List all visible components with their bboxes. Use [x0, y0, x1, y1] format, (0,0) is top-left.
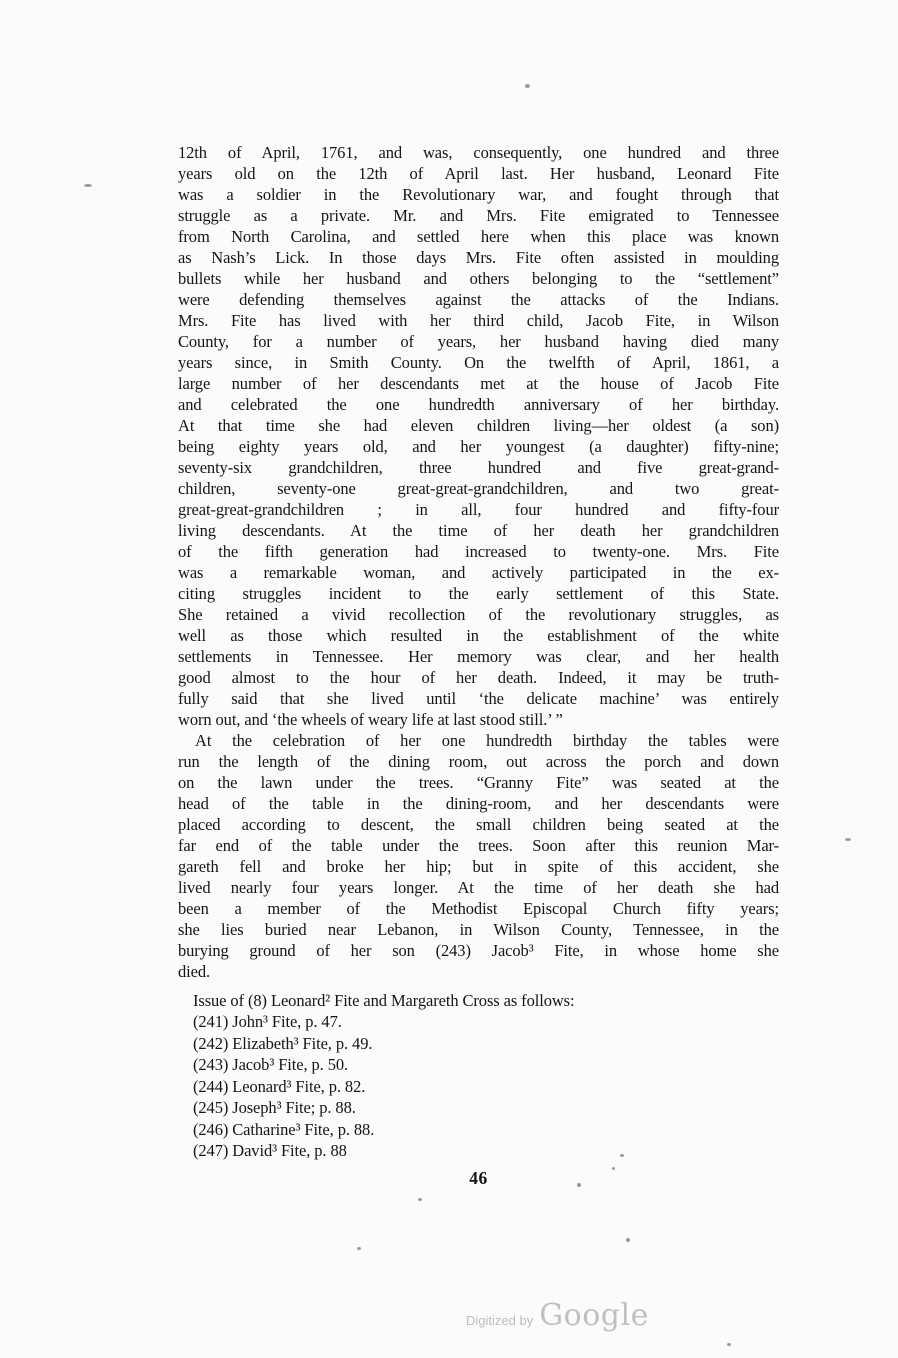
text-line: living descendants. At the time of her death her grandchildren [178, 521, 779, 540]
text-line: bullets while her husband and others belonging to the “settlement” [178, 269, 779, 288]
text-line: good almost to the hour of her death. Indeed, it may be truth- [178, 668, 779, 687]
text-line: head of the table in the dining-room, and her descendants were [178, 794, 779, 813]
text-line: She retained a vivid recollection of the revolutionary struggles, as [178, 605, 779, 624]
text-line: as Nash’s Lick. In those days Mrs. Fite often assisted in moulding [178, 248, 779, 267]
issue-entry: (241) John³ Fite, p. 47. [193, 1012, 342, 1032]
scan-speck [620, 1154, 624, 1157]
page-number: 46 [469, 1167, 488, 1188]
text-line: of the fifth generation had increased to twenty-one. Mrs. Fite [178, 542, 779, 561]
issue-entry: (244) Leonard³ Fite, p. 82. [193, 1076, 366, 1096]
scan-speck [84, 184, 92, 187]
issue-entry: (245) Joseph³ Fite; p. 88. [193, 1098, 356, 1118]
scan-speck [577, 1183, 581, 1187]
scan-speck [357, 1247, 361, 1250]
text-line: from North Carolina, and settled here when this place was known [178, 227, 779, 246]
text-line: great-great-grandchildren ; in all, four hundred and fifty-four [178, 500, 779, 519]
text-line: fully said that she lived until ‘the delicate machine’ was entirely [178, 689, 779, 708]
scan-speck [626, 1238, 630, 1242]
text-line: she lies buried near Lebanon, in Wilson County, Tennessee, in the [178, 920, 779, 939]
scan-speck [525, 84, 530, 88]
text-line: struggle as a private. Mr. and Mrs. Fite emigrated to Tennessee [178, 206, 779, 225]
text-line: citing struggles incident to the early settlement of this State. [178, 584, 779, 603]
text-line: burying ground of her son (243) Jacob³ Fite, in whose home she [178, 941, 779, 960]
text-line: lived nearly four years longer. At the time of her death she had [178, 878, 779, 897]
text-line: was a remarkable woman, and actively participated in the ex- [178, 563, 779, 582]
issue-entry: (243) Jacob³ Fite, p. 50. [193, 1055, 349, 1075]
text-line: worn out, and ‘the wheels of weary life at last stood still.’ ” [178, 710, 563, 729]
text-line: 12th of April, 1761, and was, consequently, one hundred and three [178, 143, 779, 162]
issue-section [178, 990, 779, 1162]
text-line: placed according to descent, the small children being seated at the [178, 815, 779, 834]
scan-speck [418, 1198, 422, 1201]
text-line: gareth fell and broke her hip; but in spite of this accident, she [178, 857, 779, 876]
text-line: Mrs. Fite has lived with her third child, Jacob Fite, in Wilson [178, 311, 779, 330]
issue-entry: (246) Catharine³ Fite, p. 88. [193, 1119, 375, 1139]
google-logo: Google [539, 1298, 649, 1333]
text-line: years since, in Smith County. On the twelfth of April, 1861, a [178, 353, 779, 372]
text-line: seventy-six grandchildren, three hundred and five great-grand- [178, 458, 779, 477]
page-text-block [178, 142, 779, 1189]
issue-list [193, 1011, 779, 1161]
text-line: At the celebration of her one hundredth birthday the tables were [195, 731, 779, 750]
text-line: been a member of the Methodist Episcopal Church fifty years; [178, 899, 779, 918]
text-line: run the length of the dining room, out across the porch and down [178, 752, 779, 771]
text-line: and celebrated the one hundredth anniversary of her birthday. [178, 395, 779, 414]
text-line: died. [178, 962, 211, 981]
paragraph-2 [178, 730, 779, 982]
text-line: large number of her descendants met at the house of Jacob Fite [178, 374, 779, 393]
paragraph-1 [178, 142, 779, 730]
text-line: settlements in Tennessee. Her memory was clear, and her health [178, 647, 779, 666]
issue-entry: (247) David³ Fite, p. 88 [193, 1141, 347, 1161]
scan-speck [727, 1343, 731, 1346]
text-line: children, seventy-one great-great-grandchildren, and two great- [178, 479, 779, 498]
text-line: At that time she had eleven children living—her oldest (a son) [178, 416, 779, 435]
text-line: being eighty years old, and her youngest (a daughter) fifty-nine; [178, 437, 779, 456]
text-line: far end of the table under the trees. Soon after this reunion Mar- [178, 836, 779, 855]
text-line: County, for a number of years, her husband having died many [178, 332, 779, 351]
issue-heading: Issue of (8) Leonard² Fite and Margareth Cross as follows: [193, 991, 575, 1010]
scan-speck [612, 1167, 615, 1170]
scan-speck [845, 838, 851, 841]
text-line: years old on the 12th of April last. Her husband, Leonard Fite [178, 164, 779, 183]
text-line: on the lawn under the trees. “Granny Fite” was seated at the [178, 773, 779, 792]
text-line: was a soldier in the Revolutionary war, and fought through that [178, 185, 779, 204]
digitized-by-google-watermark [466, 1298, 649, 1333]
text-line: were defending themselves against the attacks of the Indians. [178, 290, 779, 309]
text-line: well as those which resulted in the establishment of the white [178, 626, 779, 645]
digitized-by-label: Digitized by [466, 1313, 534, 1328]
issue-entry: (242) Elizabeth³ Fite, p. 49. [193, 1033, 373, 1053]
